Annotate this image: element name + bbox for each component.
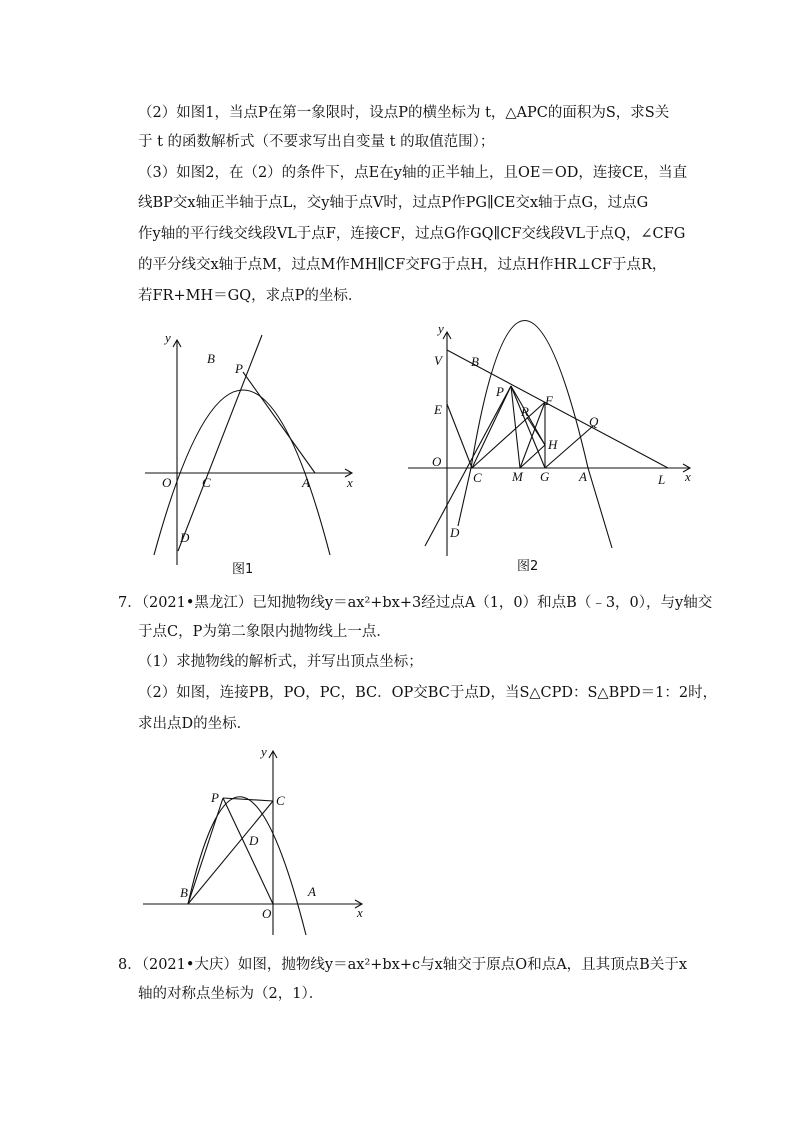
q7-line2: 于点C，P为第二象限内抛物线上一点． [138,624,391,640]
q6-part3-line1: （3）如图2，在（2）的条件下，点E在y轴的正半轴上，且OE＝OD，连接CE，当直 [138,165,688,181]
fig2-label-l: L [658,472,666,487]
q7-line5: 求出点D的坐标． [138,716,252,732]
fig2-label-r: R [521,404,529,419]
fig1-label-a: A [302,475,310,490]
q8-line1: 8．（2021•大庆）如图，抛物线y＝ax²+bx+c与x轴交于原点O和点A，且其顶点B关于x [118,957,688,973]
fig2-label-b: B [471,354,479,369]
fig2-label-e: E [434,402,442,417]
fig2-segment-cp [472,386,511,468]
fig1-line-dp [178,335,262,551]
fig2-label-m: M [512,469,523,484]
q6-part3-line2: 线BP交x轴正半轴于点L，交y轴于点V时，过点P作PG∥CE交x轴于点G，过点G [138,195,649,211]
fig3-parabola [188,797,306,935]
fig3-segment-po [223,798,273,904]
fig2-label-y: y [438,321,444,336]
fig3-label-d: D [249,833,259,848]
fig1-label-p: P [235,361,243,376]
fig3-label-b: B [180,885,188,900]
fig3-label-c: C [276,793,285,808]
fig2-label-x: x [685,469,691,484]
fig2-label-g: G [540,469,550,484]
q6-part2-line2: 于 t 的函数解析式（不要求写出自变量 t 的取值范围）； [138,134,495,150]
q7-line1: 7．（2021•黑龙江）已知抛物线y＝ax²+bx+3经过点A（1，0）和点B（﹣3，0），与y轴交 [118,595,713,611]
fig1-label-d: D [180,530,190,545]
fig3-label-o: O [262,906,272,921]
q6-part2-line1: （2）如图1，当点P在第一象限时，设点P的横坐标为 t，△APC的面积为S，求S关 [138,105,670,121]
fig1-label-y: y [165,330,171,345]
q6-part3-line4: 的平分线交x轴于点M，过点M作MH∥CF交FG于点H，过点H作HR⊥CF于点R， [138,257,667,273]
fig2-segment-cf [472,402,545,468]
fig1-label-b: B [207,351,215,366]
q6-part3-line3: 作y轴的平行线交线段VL于点F，连接CF，过点G作GQ∥CF交线段VL于点Q，∠CFG [138,226,686,242]
fig1-segment-pa [243,372,315,473]
figure-2 [400,318,700,580]
fig2-label-h: H [548,437,558,452]
fig3-label-y: y [261,745,267,759]
q7-line3: （1）求抛物线的解析式，并写出顶点坐标； [138,654,423,670]
fig2-parabola-left [458,468,471,526]
fig1-label-o: O [162,475,172,490]
fig3-segment-bc [188,801,273,904]
figure-1 [140,325,370,580]
fig2-caption: 图2 [517,559,539,574]
fig2-label-a: A [579,469,587,484]
fig2-label-d: D [450,525,460,540]
fig2-segment-mh [520,445,545,468]
fig1-label-c: C [202,475,211,490]
figure-3 [140,745,380,940]
fig3-label-a: A [308,884,316,899]
q8-line2: 轴的对称点坐标为（2，1）． [138,986,324,1002]
fig3-label-p: P [211,790,219,805]
fig1-caption: 图1 [232,562,254,577]
fig2-segment-ec [447,404,472,468]
fig2-label-o: O [432,454,442,469]
fig2-label-p: P [496,384,504,399]
q7-line4: （2）如图，连接PB，PO，PC，BC．OP交BC于点D，当S△CPD：S△BPD＝1：2时， [138,685,718,701]
fig2-label-v: V [434,353,442,368]
fig2-label-c: C [473,470,482,485]
fig2-segment-pg [511,386,545,468]
q6-part3-line5: 若FR+MH＝GQ，求点P的坐标． [138,288,363,304]
fig3-segment-pb [188,798,223,904]
fig2-parabola [471,321,612,549]
fig2-label-f: F [545,393,553,408]
fig3-label-x: x [357,905,363,920]
fig2-label-q: Q [589,414,599,429]
fig1-label-x: x [347,475,353,490]
